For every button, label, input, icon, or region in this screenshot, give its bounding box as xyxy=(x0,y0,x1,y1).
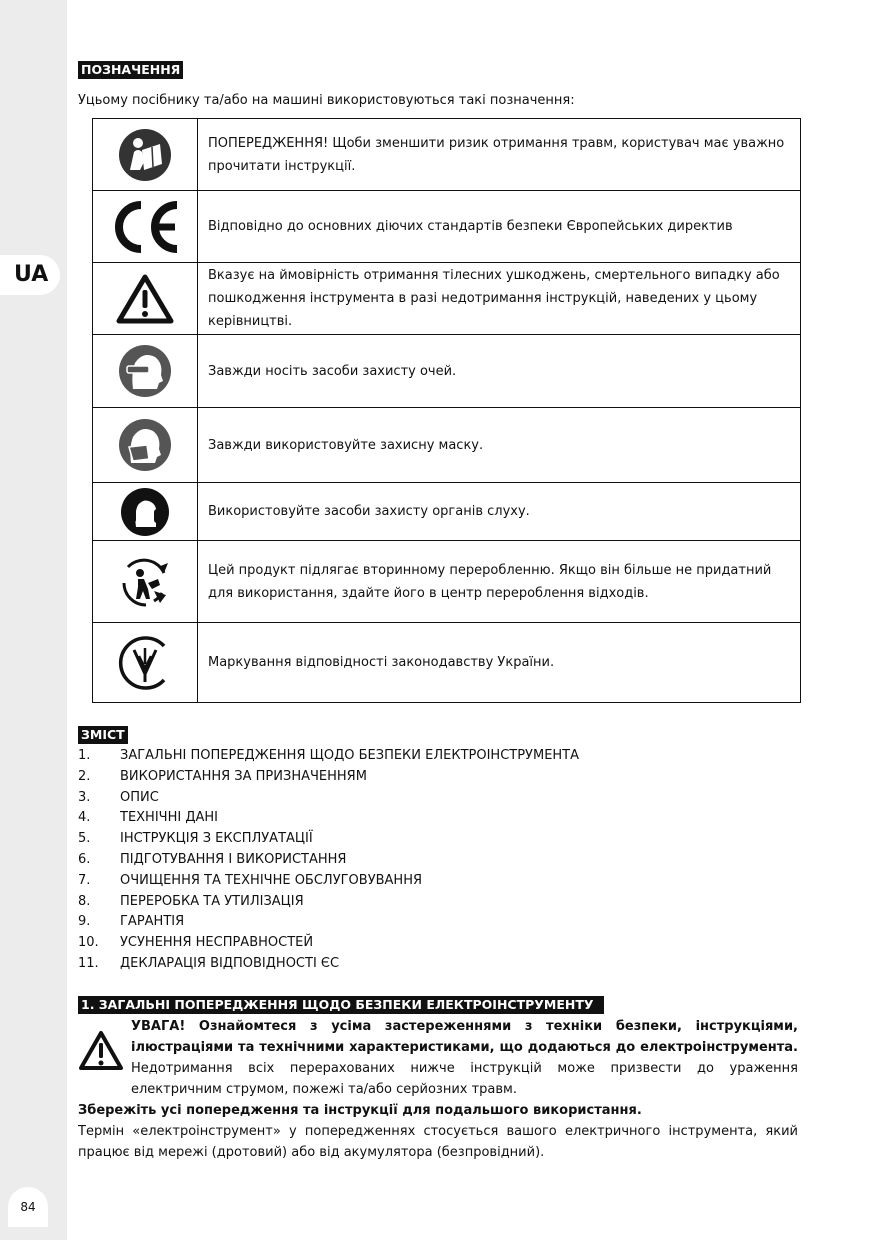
symbol-row xyxy=(93,335,801,408)
toc-item-label: ОЧИЩЕННЯ ТА ТЕХНІЧНЕ ОБСЛУГОВУВАННЯ xyxy=(120,872,423,888)
toc-item-number: 4. xyxy=(78,810,91,826)
warning-triangle-icon xyxy=(116,273,174,325)
language-tab: UA xyxy=(0,255,60,295)
symbol-text: Завжди використовуйте захисну маску. xyxy=(198,408,801,483)
symbol-row xyxy=(93,263,801,335)
symbol-row xyxy=(93,541,801,623)
symbol-row xyxy=(93,623,801,703)
sidebar xyxy=(0,0,67,1240)
toc-heading: ЗМІСТ xyxy=(78,726,128,744)
read-manual-icon xyxy=(118,128,172,182)
mask-icon xyxy=(117,417,173,473)
power-tool-term-note: Термін «електроінструмент» у попередженнях стосується вашого електричного інструмента, який працює від мережі (дротовий) або від акумулятора (безпровідний). xyxy=(78,1124,798,1160)
toc-item-number: 11. xyxy=(78,955,99,971)
toc-item xyxy=(78,892,579,913)
ce-mark-icon xyxy=(107,199,183,255)
toc-item-number: 7. xyxy=(78,872,91,888)
toc-item xyxy=(78,788,579,809)
symbol-icon-cell xyxy=(93,335,198,408)
symbol-text: Маркування відповідності законодавству України. xyxy=(198,623,801,703)
toc-item xyxy=(78,954,579,975)
toc-item xyxy=(78,871,579,892)
symbol-row xyxy=(93,119,801,191)
safety-warning-rest: Недотримання всіх перерахованих нижче інструкцій може призвести до ураження електричним струмом, пожежі та/або серйозних травм. xyxy=(131,1061,798,1097)
keep-instructions-note: Збережіть усі попередження та інструкції для подальшого використання. xyxy=(78,1103,642,1118)
toc-item-label: ДЕКЛАРАЦІЯ ВІДПОВІДНОСТІ ЄС xyxy=(120,955,340,971)
symbols-heading: ПОЗНАЧЕННЯ xyxy=(78,61,183,79)
recycling-icon xyxy=(116,553,174,611)
toc-item xyxy=(78,850,579,871)
symbol-row xyxy=(93,483,801,541)
toc-item xyxy=(78,767,579,788)
table-of-contents xyxy=(78,746,579,975)
warning-triangle-icon xyxy=(78,1030,124,1072)
toc-item xyxy=(78,912,579,933)
toc-item-label: ОПИС xyxy=(120,789,159,805)
symbol-icon-cell xyxy=(93,119,198,191)
symbol-row xyxy=(93,191,801,263)
symbols-intro: Уцьому посібнику та/або на машині використовуються такі позначення: xyxy=(78,93,575,108)
toc-item xyxy=(78,808,579,829)
symbol-text: Цей продукт підлягає вторинному переробленню. Якщо він більше не придатний для використання, здайте його в центр перероблення відходів. xyxy=(198,541,801,623)
toc-item-number: 2. xyxy=(78,768,91,784)
symbol-icon-cell xyxy=(93,623,198,703)
toc-item xyxy=(78,746,579,767)
toc-item-number: 9. xyxy=(78,914,91,930)
toc-item-number: 8. xyxy=(78,893,91,909)
toc-item-number: 1. xyxy=(78,748,91,763)
symbol-icon-cell xyxy=(93,191,198,263)
symbol-text: Використовуйте засоби захисту органів слуху. xyxy=(198,483,801,541)
toc-item-number: 6. xyxy=(78,851,91,867)
toc-item-label: ВИКОРИСТАННЯ ЗА ПРИЗНАЧЕННЯМ xyxy=(120,768,367,784)
ukraine-conformity-icon xyxy=(116,634,174,692)
toc-item-label: ПІДГОТУВАННЯ І ВИКОРИСТАННЯ xyxy=(120,851,347,867)
symbol-row xyxy=(93,408,801,483)
toc-item-label: ТЕХНІЧНІ ДАНІ xyxy=(120,810,218,826)
toc-item xyxy=(78,933,579,954)
page-number: 84 xyxy=(8,1187,48,1227)
symbol-text: Завжди носіть засоби захисту очей. xyxy=(198,335,801,408)
toc-item-number: 3. xyxy=(78,789,91,805)
toc-item xyxy=(78,829,579,850)
toc-item-number: 5. xyxy=(78,831,91,847)
symbol-icon-cell xyxy=(93,263,198,335)
toc-item-label: ГАРАНТІЯ xyxy=(120,914,185,930)
eye-protection-icon xyxy=(117,343,173,399)
toc-item-label: УСУНЕННЯ НЕСПРАВНОСТЕЙ xyxy=(120,935,314,951)
symbol-text: ПОПЕРЕДЖЕННЯ! Щоби зменшити ризик отримання травм, користувач має уважно прочитати інструкції. xyxy=(198,119,801,191)
symbols-table xyxy=(92,118,801,703)
symbol-icon-cell xyxy=(93,541,198,623)
toc-item-label: ПЕРЕРОБКА ТА УТИЛІЗАЦІЯ xyxy=(120,893,304,909)
symbol-text: Вказує на ймовірність отримання тілесних ушкоджень, смертельного випадку або пошкодження інструмента в разі недотримання інструкцій, наведених у цьому керівництві. xyxy=(198,263,801,335)
symbol-icon-cell xyxy=(93,483,198,541)
section1-heading: 1. ЗАГАЛЬНІ ПОПЕРЕДЖЕННЯ ЩОДО БЕЗПЕКИ ЕЛЕКТРОІНСТРУМЕНТУ xyxy=(78,996,604,1014)
safety-warning-text xyxy=(131,1016,798,1100)
hearing-protection-icon xyxy=(120,487,170,537)
safety-warning-bold: УВАГА! Ознайомтеся з усіма застереженнями з техніки безпеки, інструкціями, ілюстраціями та технічними характеристиками, що додаються до електроінструмента. xyxy=(131,1019,798,1055)
toc-item-label: ІНСТРУКЦІЯ З ЕКСПЛУАТАЦІЇ xyxy=(120,831,313,847)
symbol-icon-cell xyxy=(93,408,198,483)
toc-item-label: ЗАГАЛЬНІ ПОПЕРЕДЖЕННЯ ЩОДО БЕЗПЕКИ ЕЛЕКТРОІНСТРУМЕНТА xyxy=(120,748,580,763)
toc-item-number: 10. xyxy=(78,935,99,951)
symbol-text: Відповідно до основних діючих стандартів безпеки Європейських директив xyxy=(198,191,801,263)
